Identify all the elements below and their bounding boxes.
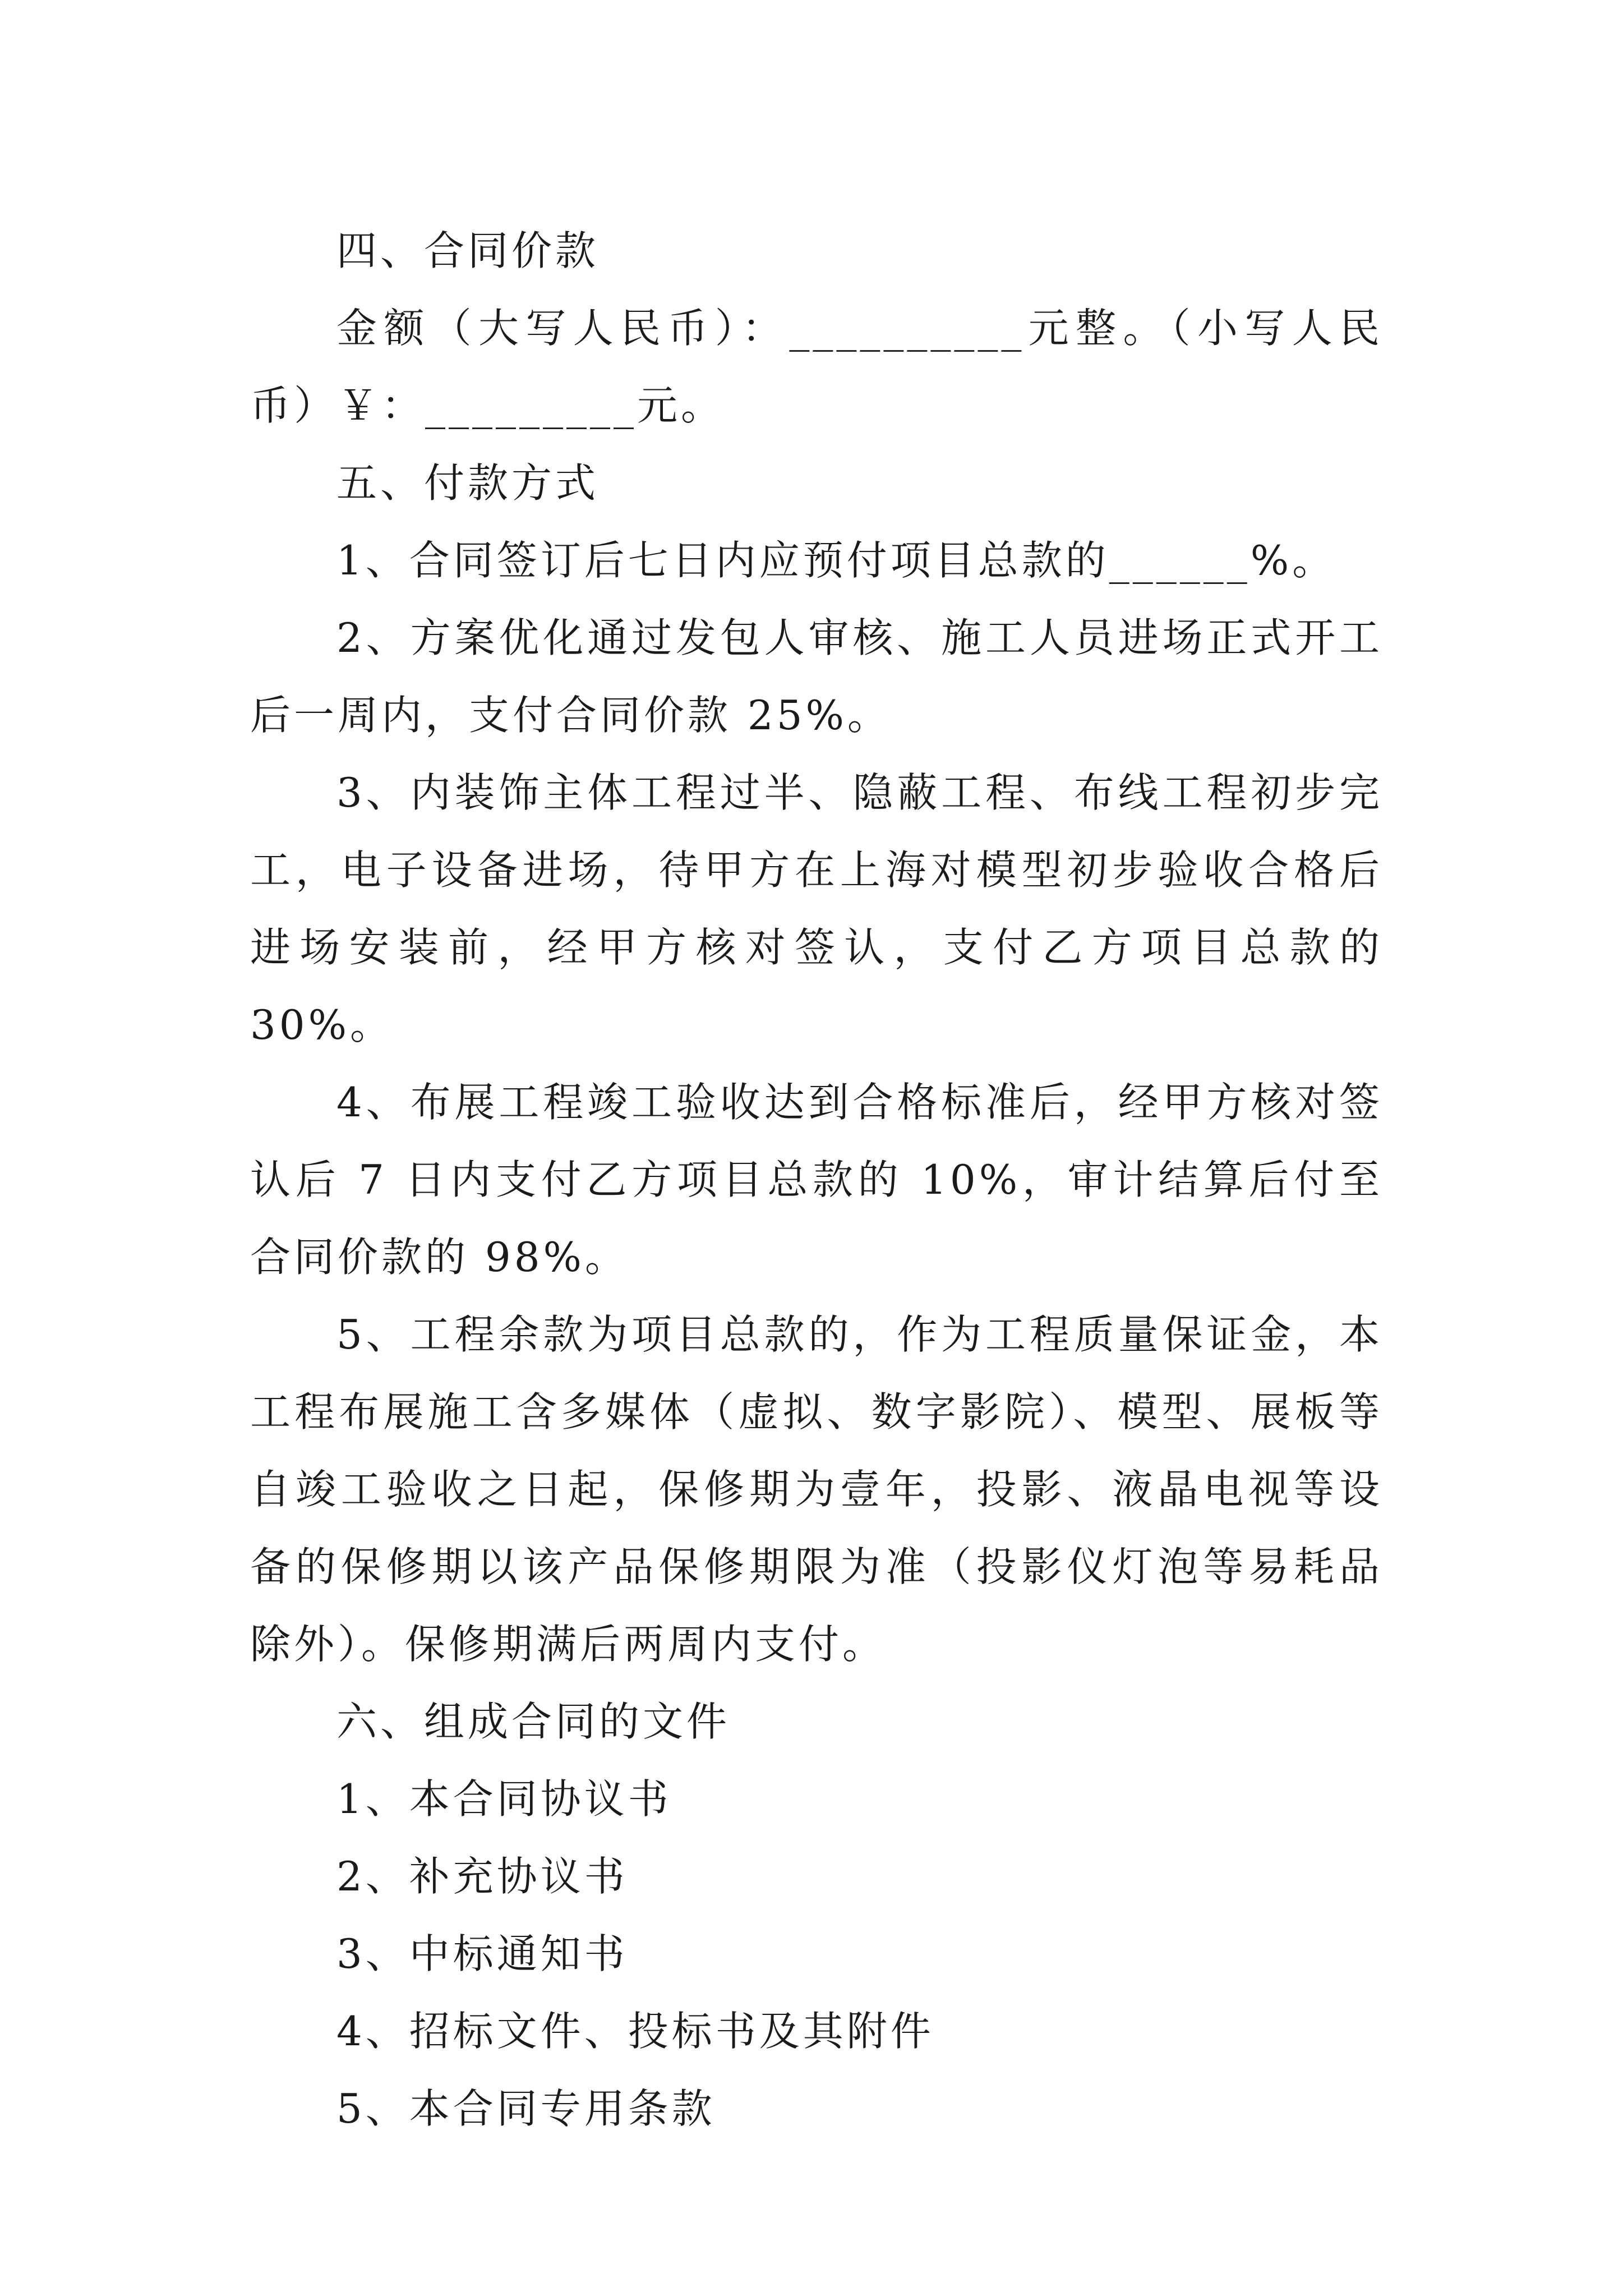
payment-clause-2: 2、方案优化通过发包人审核、施工人员进场正式开工后一周内，支付合同价款 25%。 (250, 614, 1383, 739)
document-list-item-3: 3、中标通知书 (336, 1930, 628, 1977)
document-list-item-1: 1、本合同协议书 (336, 1775, 672, 1823)
payment-clause-4: 4、布展工程竣工验收达到合格标准后，经甲方核对签认后 7 日内支付乙方项目总款的 10%，审计结算后付至合同价款的 98%。 (250, 1079, 1383, 1281)
document-body (250, 212, 1399, 2147)
payment-clause-1: 1、合同签订后七日内应预付项目总款的______%。 (336, 537, 1336, 584)
payment-clause-5: 5、工程余款为项目总款的，作为工程质量保证金，本工程布展施工含多媒体（虚拟、数字影院）、模型、展板等自竣工验收之日起，保修期为壹年，投影、液晶电视等设备的保修期以该产品保修期限为准（投影仪灯泡等易耗品除外）。保修期满后两周内支付。 (250, 1311, 1383, 1668)
contract-amount-line: 金额（大写人民币）：__________元整。（小写人民币）￥：_________元。 (250, 305, 1383, 429)
document-list-item-4: 4、招标文件、投标书及其附件 (336, 2008, 934, 2055)
section-heading-contract-documents: 六、组成合同的文件 (336, 1698, 731, 1745)
section-heading-contract-price: 四、合同价款 (336, 227, 600, 274)
section-heading-payment-method: 五、付款方式 (336, 459, 600, 507)
payment-clause-3: 3、内装饰主体工程过半、隐蔽工程、布线工程初步完工，电子设备进场，待甲方在上海对模型初步验收合格后进场安装前，经甲方核对签认，支付乙方项目总款的 30%。 (250, 769, 1399, 1048)
document-list-item-2: 2、补充协议书 (336, 1853, 628, 1900)
document-list-item-5: 5、本合同专用条款 (336, 2085, 716, 2132)
